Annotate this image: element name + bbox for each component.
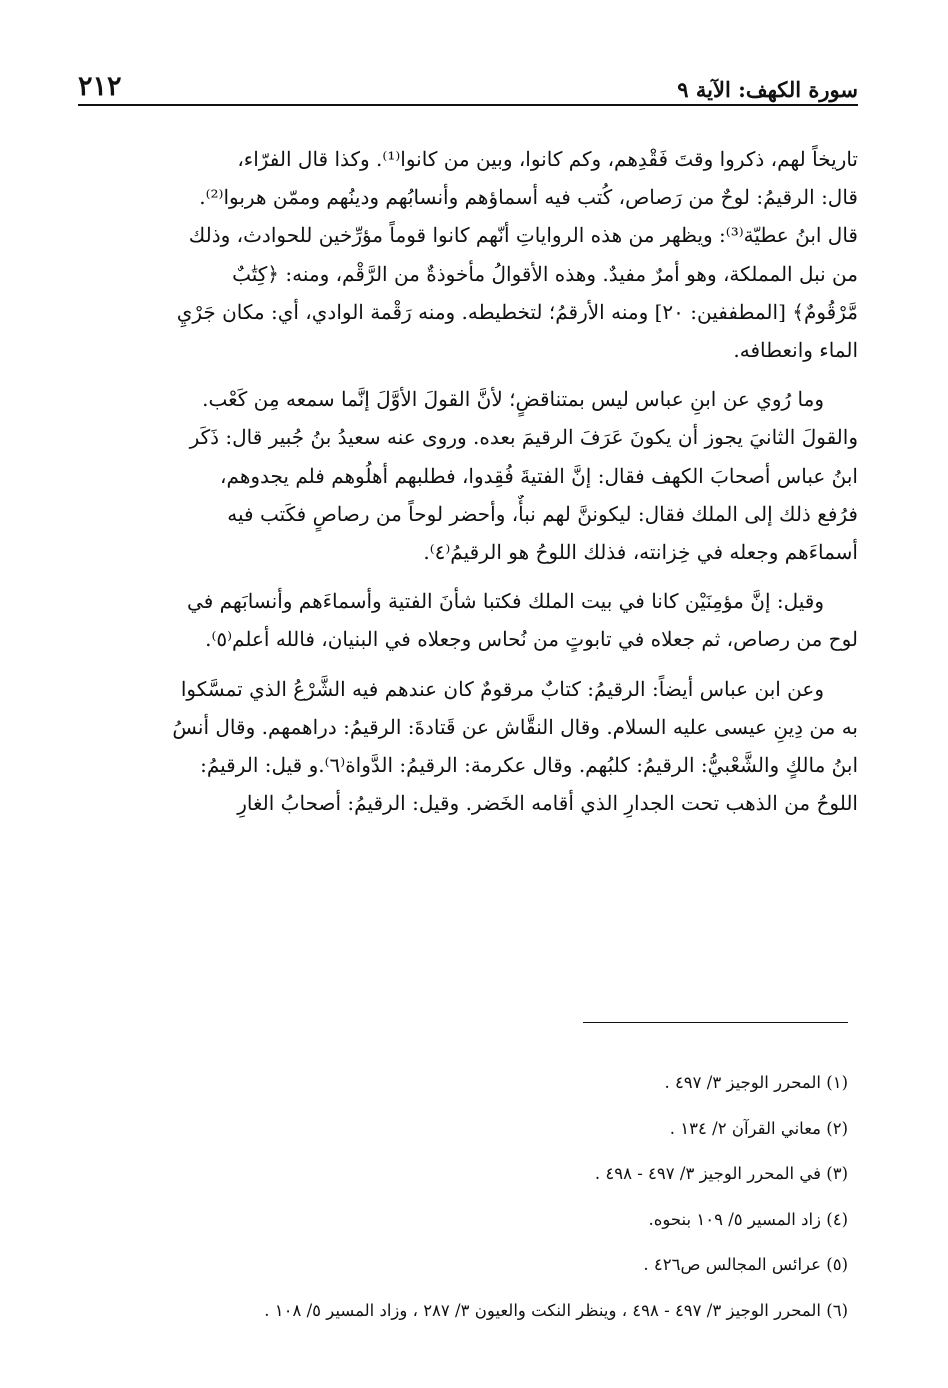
footnote: (٦) المحرر الوجيز ٣/ ٤٩٧ - ٤٩٨ ، وينظر النكت والعيون ٣/ ٢٨٧ ، وزاد المسير ٥/ ١٠٨ .	[264, 1300, 848, 1320]
main-text	[78, 140, 858, 833]
text-line: من نبل المملكة، وهو أمرٌ مفيدٌ. وهذه الأقوالُ مأخوذةٌ من الرَّقْم، ومنه: ﴿كِتَٰبٌ	[232, 261, 858, 286]
footnote: (١) المحرر الوجيز ٣/ ٤٩٧ .	[664, 1073, 848, 1092]
paragraph	[78, 380, 858, 571]
footnote: (٤) زاد المسير ٥/ ١٠٩ بنحوه.	[648, 1209, 848, 1229]
surah-title: سورة الكهف: الآية ٩	[677, 77, 858, 102]
text-line: مَّرْقُومٌ﴾ [المطففين: ٢٠] ومنه الأرقمُ؛ لتخطيطه. ومنه رَقْمة الوادي، أي: مكان جَرْيِ	[176, 299, 858, 324]
header-rule	[78, 104, 858, 106]
text-line: وعن ابن عباس أيضاً: الرقيمُ: كتابٌ مرقومٌ كان عندهم فيه الشَّرْعُ الذي تمسَّكوا	[180, 676, 824, 701]
text-line: فرُفع ذلك إلى الملك فقال: ليكوننَّ لهم نبأٌ، وأحضر لوحاً من رصاصٍ فكَتب فيه	[227, 501, 858, 526]
text-line: به من دِينِ عيسى عليه السلام. وقال النقَّاش عن قَتادةَ: الرقيمُ: دراهمهم. وقال أنسُ	[172, 714, 858, 739]
text-line: الماء وانعطافه.	[733, 338, 858, 363]
text-line: ابنُ مالكٍ والشَّعْبيُّ: الرقيمُ: كلبُهم. وقال عكرمة: الرقيمُ: الدَّواة⁽٦⁾.و قيل: الرقيمُ:	[200, 753, 858, 778]
text-line: والقولَ الثانيَ يجوز أن يكونَ عَرَفَ الرقيمَ بعده. وروى عنه سعيدُ بنُ جُبير قال: ذَكَر	[189, 425, 858, 450]
footnote: (٣) في المحرر الوجيز ٣/ ٤٩٧ - ٤٩٨ .	[594, 1164, 848, 1184]
page-header	[78, 66, 858, 100]
paragraph	[78, 582, 858, 658]
footnote: (٢) معاني القرآن ٢/ ١٣٤ .	[669, 1118, 848, 1138]
text-line: وقيل: إنَّ مؤمِنَيْن كانا في بيت الملك فكتبا شأنَ الفتية وأسماءَهم وأنسابَهم في	[187, 589, 824, 614]
footnotes	[78, 1060, 848, 1334]
text-line: لوح من رصاص، ثم جعلاه في تابوتٍ من نُحاس وجعلاه في البنيان، فالله أعلم⁽٥⁾.	[205, 627, 858, 652]
text-line: اللوحُ من الذهب تحت الجدارِ الذي أقامه الخَضر. وقيل: الرقيمُ: أصحابُ الغارِ	[237, 791, 858, 816]
text-line: قال ابنُ عطيّة⁽³⁾: ويظهر من هذه الرواياتِ أنّهم كانوا قوماً مؤرِّخين للحوادث، وذلك	[188, 223, 858, 248]
text-line: قال: الرقيمُ: لوحٌ من رَصاص، كُتب فيه أسماؤهم وأنسابُهم ودينُهم وممّن هربوا⁽²⁾.	[199, 185, 858, 210]
footnote-separator	[583, 1022, 848, 1023]
page-number: ٢١٢	[78, 71, 122, 102]
text-line: وما رُوي عن ابنِ عباس ليس بمتناقضٍ؛ لأنَّ القولَ الأوَّلَ إنَّما سمعه مِن كَعْب.	[202, 387, 824, 412]
text-line: ابنُ عباس أصحابَ الكهف فقال: إنَّ الفتيةَ فُقِدوا، فطلبهم أهلُوهم فلم يجدوهم،	[220, 463, 858, 488]
text-line: تاريخاً لهم، ذكروا وقتَ فَقْدِهم، وكم كانوا، وبين من كانوا⁽¹⁾. وكذا قال الفرّاء،	[237, 147, 858, 171]
text-line: أسماءَهم وجعله في خِزانته، فذلك اللوحُ هو الرقيمُ⁽٤⁾.	[423, 540, 858, 565]
footnote: (٥) عرائس المجالس ص٤٢٦ .	[643, 1255, 848, 1275]
paragraph	[78, 140, 858, 369]
paragraph	[78, 670, 858, 823]
